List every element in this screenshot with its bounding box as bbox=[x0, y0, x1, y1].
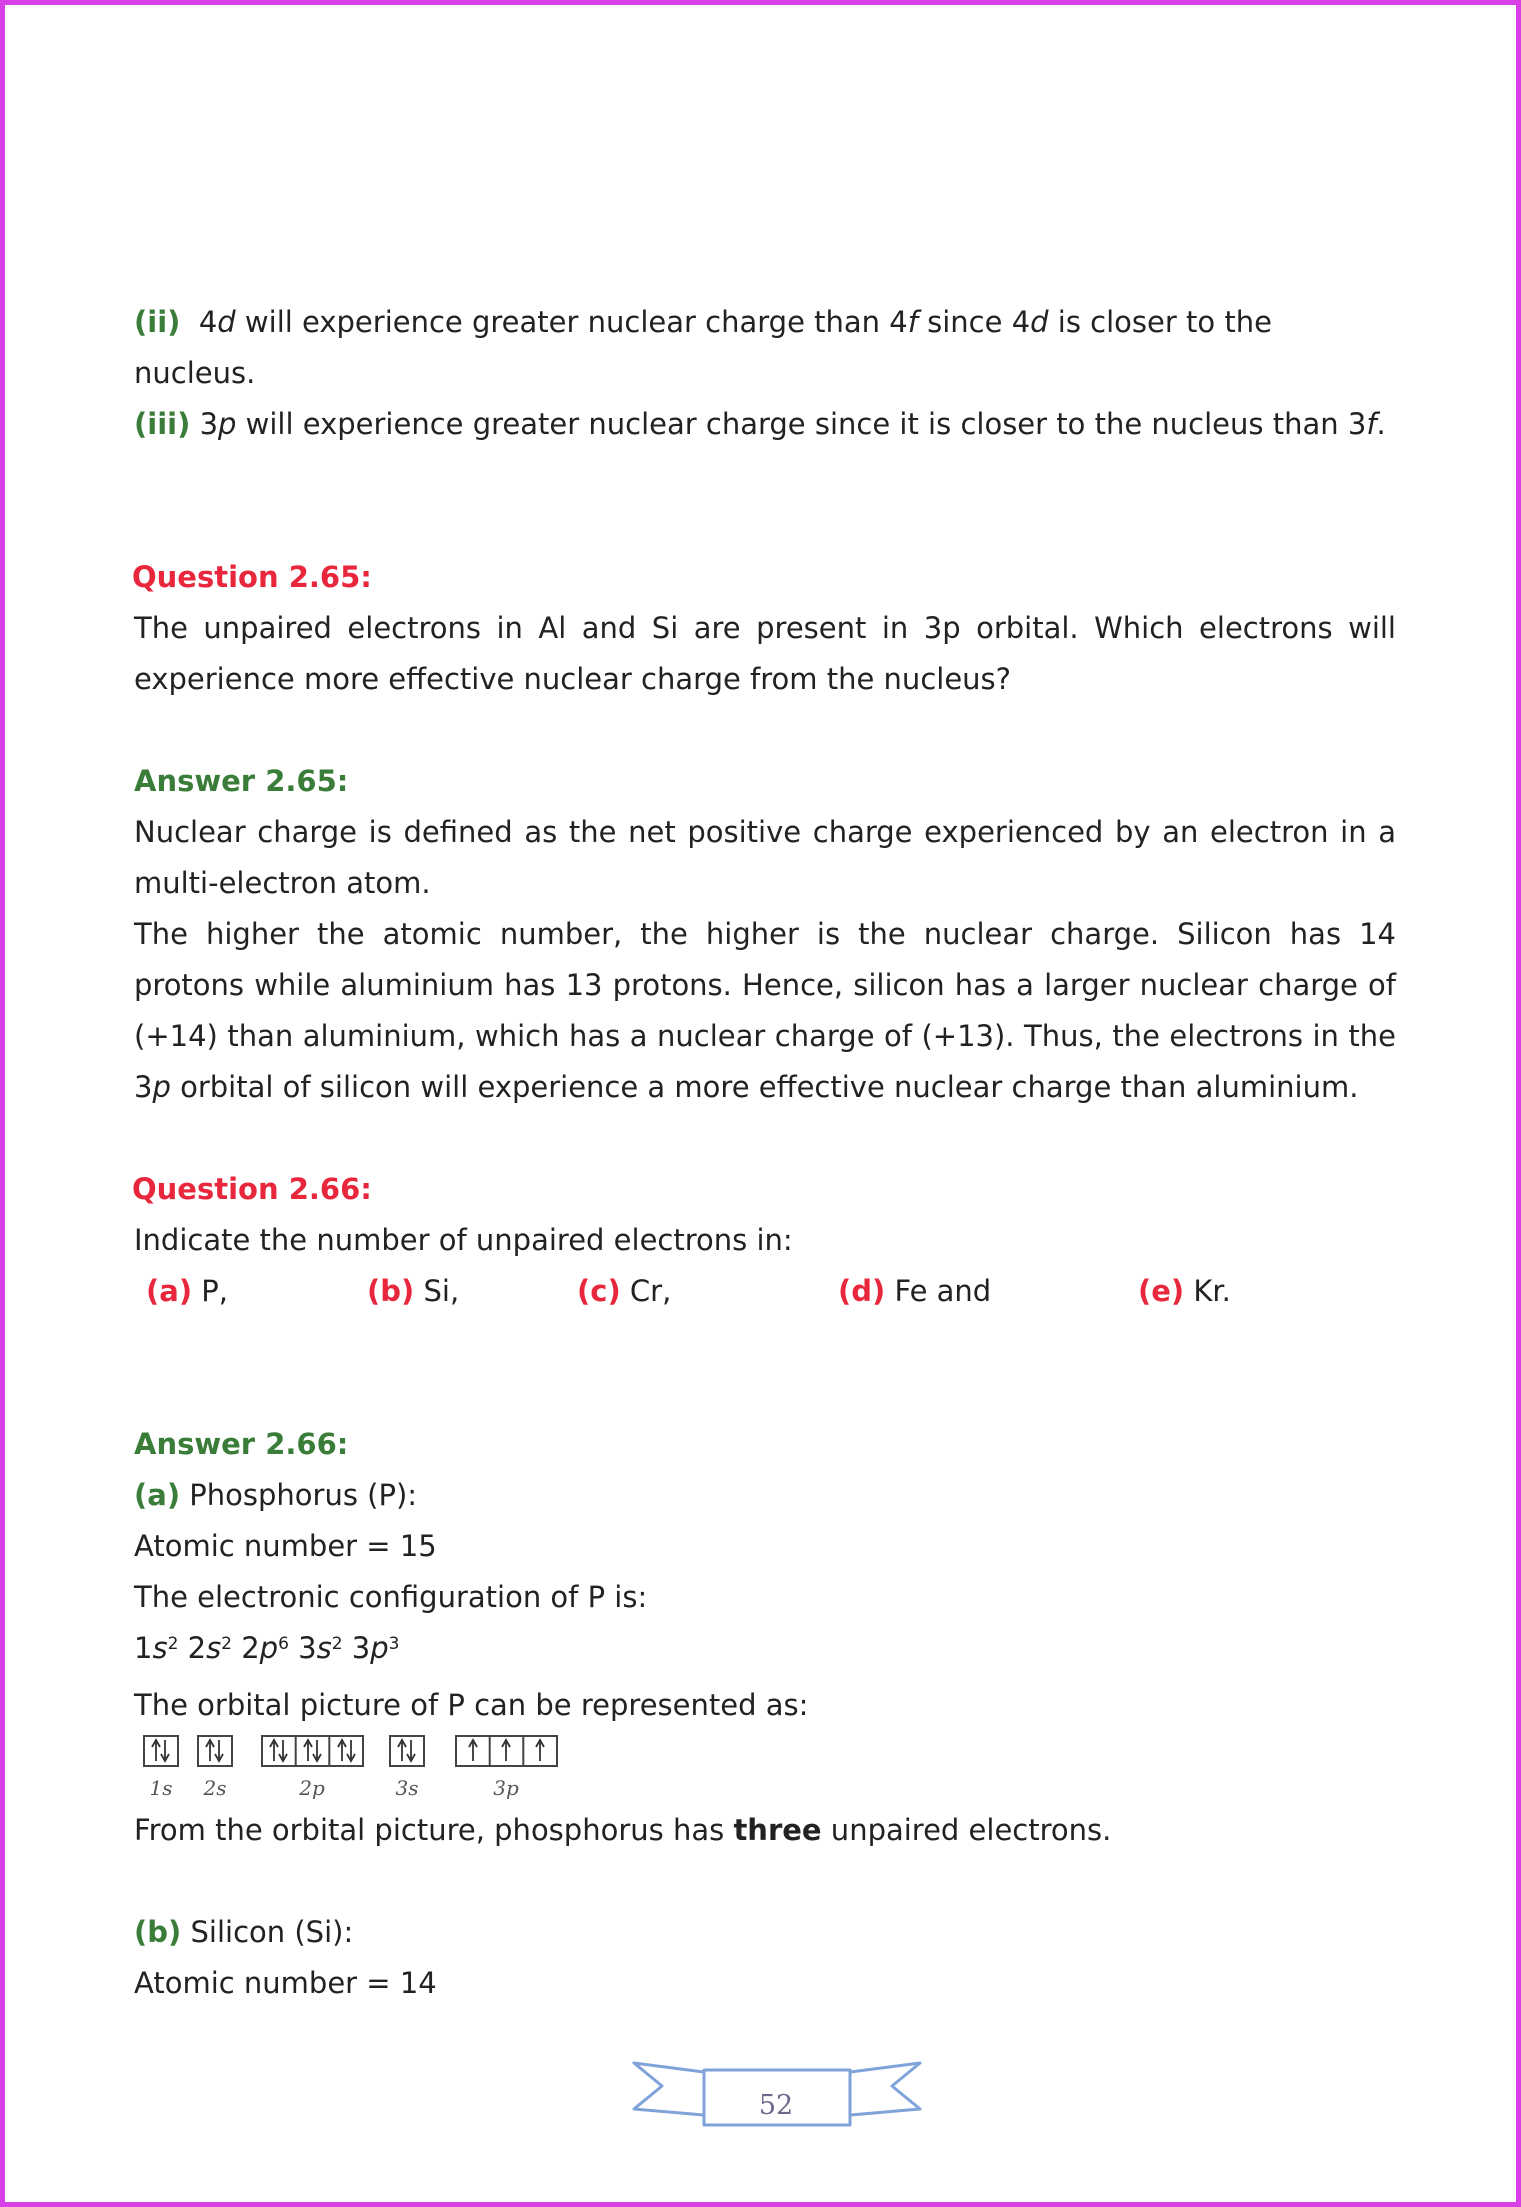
question-heading: Question 2.66: bbox=[132, 1172, 372, 1206]
question-text: The unpaired electrons in Al and Si are present in 3p orbital. Which electrons will experience more effective nuclear charge from the nucleus? bbox=[134, 611, 1396, 696]
option-b: (b) Si, bbox=[367, 1274, 460, 1308]
atomic-number: Atomic number = 15 bbox=[134, 1529, 437, 1563]
orbital-box-3s bbox=[390, 1736, 424, 1766]
conclusion: From the orbital picture, phosphorus has three unpaired electrons. bbox=[134, 1813, 1112, 1847]
answer-heading: Answer 2.65: bbox=[134, 764, 349, 798]
orbital-label: 2p bbox=[299, 1776, 325, 1800]
orbital-box-2p bbox=[262, 1736, 363, 1766]
part-marker: (ii) bbox=[134, 305, 181, 339]
question-heading: Question 2.65: bbox=[132, 560, 372, 594]
orbital-box-1s bbox=[144, 1736, 178, 1766]
orbital-box-2s bbox=[198, 1736, 232, 1766]
option-e: (e) Kr. bbox=[1138, 1274, 1231, 1308]
answer-part-iii: (iii) 3p will experience greater nuclear charge since it is closer to the nucleus than 3f. bbox=[134, 407, 1386, 441]
answer-paragraph: The higher the atomic number, the higher is the nuclear charge. Silicon has 14 protons while aluminium has 13 protons. Hence, silicon has a larger nuclear charge of (+14) than aluminium, which has a nuclear charge of (+13). Thus, the electrons in the 3p orbital of silicon will experience a more effective nuclear charge than aluminium. bbox=[134, 917, 1396, 1104]
option-c: (c) Cr, bbox=[577, 1274, 672, 1308]
atomic-number: Atomic number = 14 bbox=[134, 1966, 437, 2000]
answer-heading: Answer 2.66: bbox=[134, 1427, 349, 1461]
orbital-box-3p bbox=[456, 1736, 557, 1766]
orbital-intro: The orbital picture of P can be represented as: bbox=[134, 1688, 809, 1722]
question-text: Indicate the number of unpaired electrons in: bbox=[134, 1223, 793, 1257]
orbital-label: 3p bbox=[493, 1776, 519, 1800]
subpart-title: (b) Silicon (Si): bbox=[134, 1915, 354, 1949]
config-intro: The electronic configuration of P is: bbox=[134, 1580, 648, 1614]
option-a: (a) P, bbox=[146, 1274, 229, 1308]
part-marker: (iii) bbox=[134, 407, 191, 441]
page-number: 52 bbox=[758, 2090, 794, 2121]
answer-paragraph: Nuclear charge is defined as the net positive charge experienced by an electron in a multi-electron atom. bbox=[134, 815, 1396, 900]
electron-configuration: $1s^2$ $2s^2$ $2p^6$ $3s^2$ $3p^3$ bbox=[134, 1631, 400, 1665]
orbital-diagram-svg bbox=[142, 1731, 562, 1819]
page-content bbox=[134, 297, 1396, 2009]
orbital-label: 1s bbox=[149, 1776, 173, 1800]
orbital-diagram bbox=[142, 1731, 1396, 1819]
subpart-title: (a) Phosphorus (P): bbox=[134, 1478, 418, 1512]
option-d: (d) Fe and bbox=[838, 1274, 992, 1308]
answer-part-ii: (ii) 4d will experience greater nuclear charge than 4f since 4d is closer to the nucleus. bbox=[134, 305, 1272, 390]
question-options bbox=[134, 1266, 1396, 1317]
orbital-label: 3s bbox=[395, 1776, 419, 1800]
orbital-label: 2s bbox=[203, 1776, 227, 1800]
